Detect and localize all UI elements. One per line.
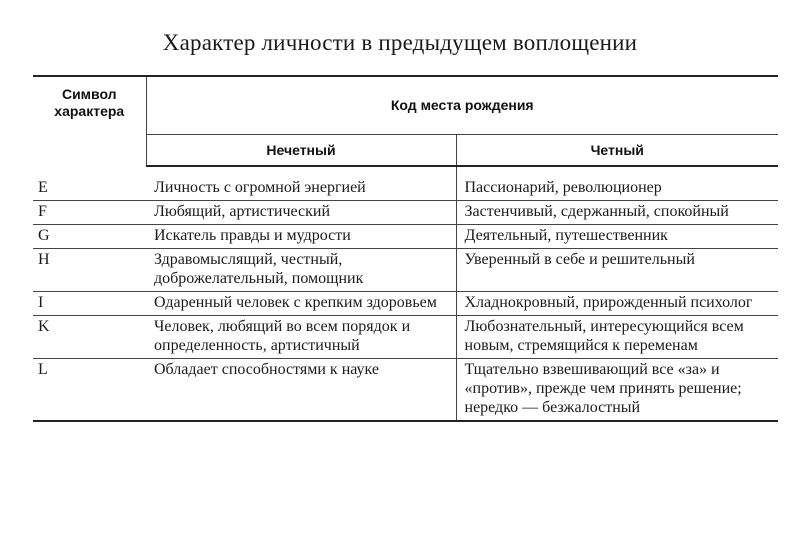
row-even-trait: Пассионарий, революционер [456,177,778,201]
spacer-row [33,166,778,177]
header-symbol-line2: характера [54,103,125,119]
row-symbol: E [33,177,146,201]
row-odd-trait: Человек, любящий во всем порядок и определенность, артистичный [146,316,456,359]
row-odd-trait: Одаренный человек с крепким здоровьем [146,292,456,316]
character-table [33,75,778,422]
table-row [33,177,778,201]
table-row [33,249,778,292]
row-even-trait: Любознательный, интересующийся всем новым, стремящийся к переменам [456,316,778,359]
row-symbol: H [33,249,146,292]
row-symbol: I [33,292,146,316]
row-odd-trait: Здравомыслящий, честный, доброжелательный, помощник [146,249,456,292]
page-title: Характер личности в предыдущем воплощении [162,30,638,55]
header-odd: Нечетный [146,134,456,166]
row-symbol: L [33,359,146,422]
row-symbol: F [33,201,146,225]
table-row [33,201,778,225]
table-row [33,225,778,249]
header-even: Четный [456,134,778,166]
table-body [33,166,778,421]
row-odd-trait: Любящий, артистический [146,201,456,225]
row-symbol: K [33,316,146,359]
row-even-trait: Деятельный, путешественник [456,225,778,249]
row-even-trait: Застенчивый, сдержанный, спокойный [456,201,778,225]
header-symbol-line1: Символ [61,86,117,102]
table-row [33,359,778,422]
table-row [33,316,778,359]
header-birth-code: Код места рождения [146,76,778,134]
row-odd-trait: Искатель правды и мудрости [146,225,456,249]
header-symbol [33,76,146,166]
row-odd-trait: Обладает способностями к науке [146,359,456,422]
row-even-trait: Тщательно взвешивающий все «за» и «против», прежде чем принять решение; нередко — безжалостный [456,359,778,422]
row-symbol: G [33,225,146,249]
row-even-trait: Уверенный в себе и решительный [456,249,778,292]
row-even-trait: Хладнокровный, прирожденный психолог [456,292,778,316]
table-header [33,76,778,166]
row-odd-trait: Личность с огромной энергией [146,177,456,201]
table-row [33,292,778,316]
